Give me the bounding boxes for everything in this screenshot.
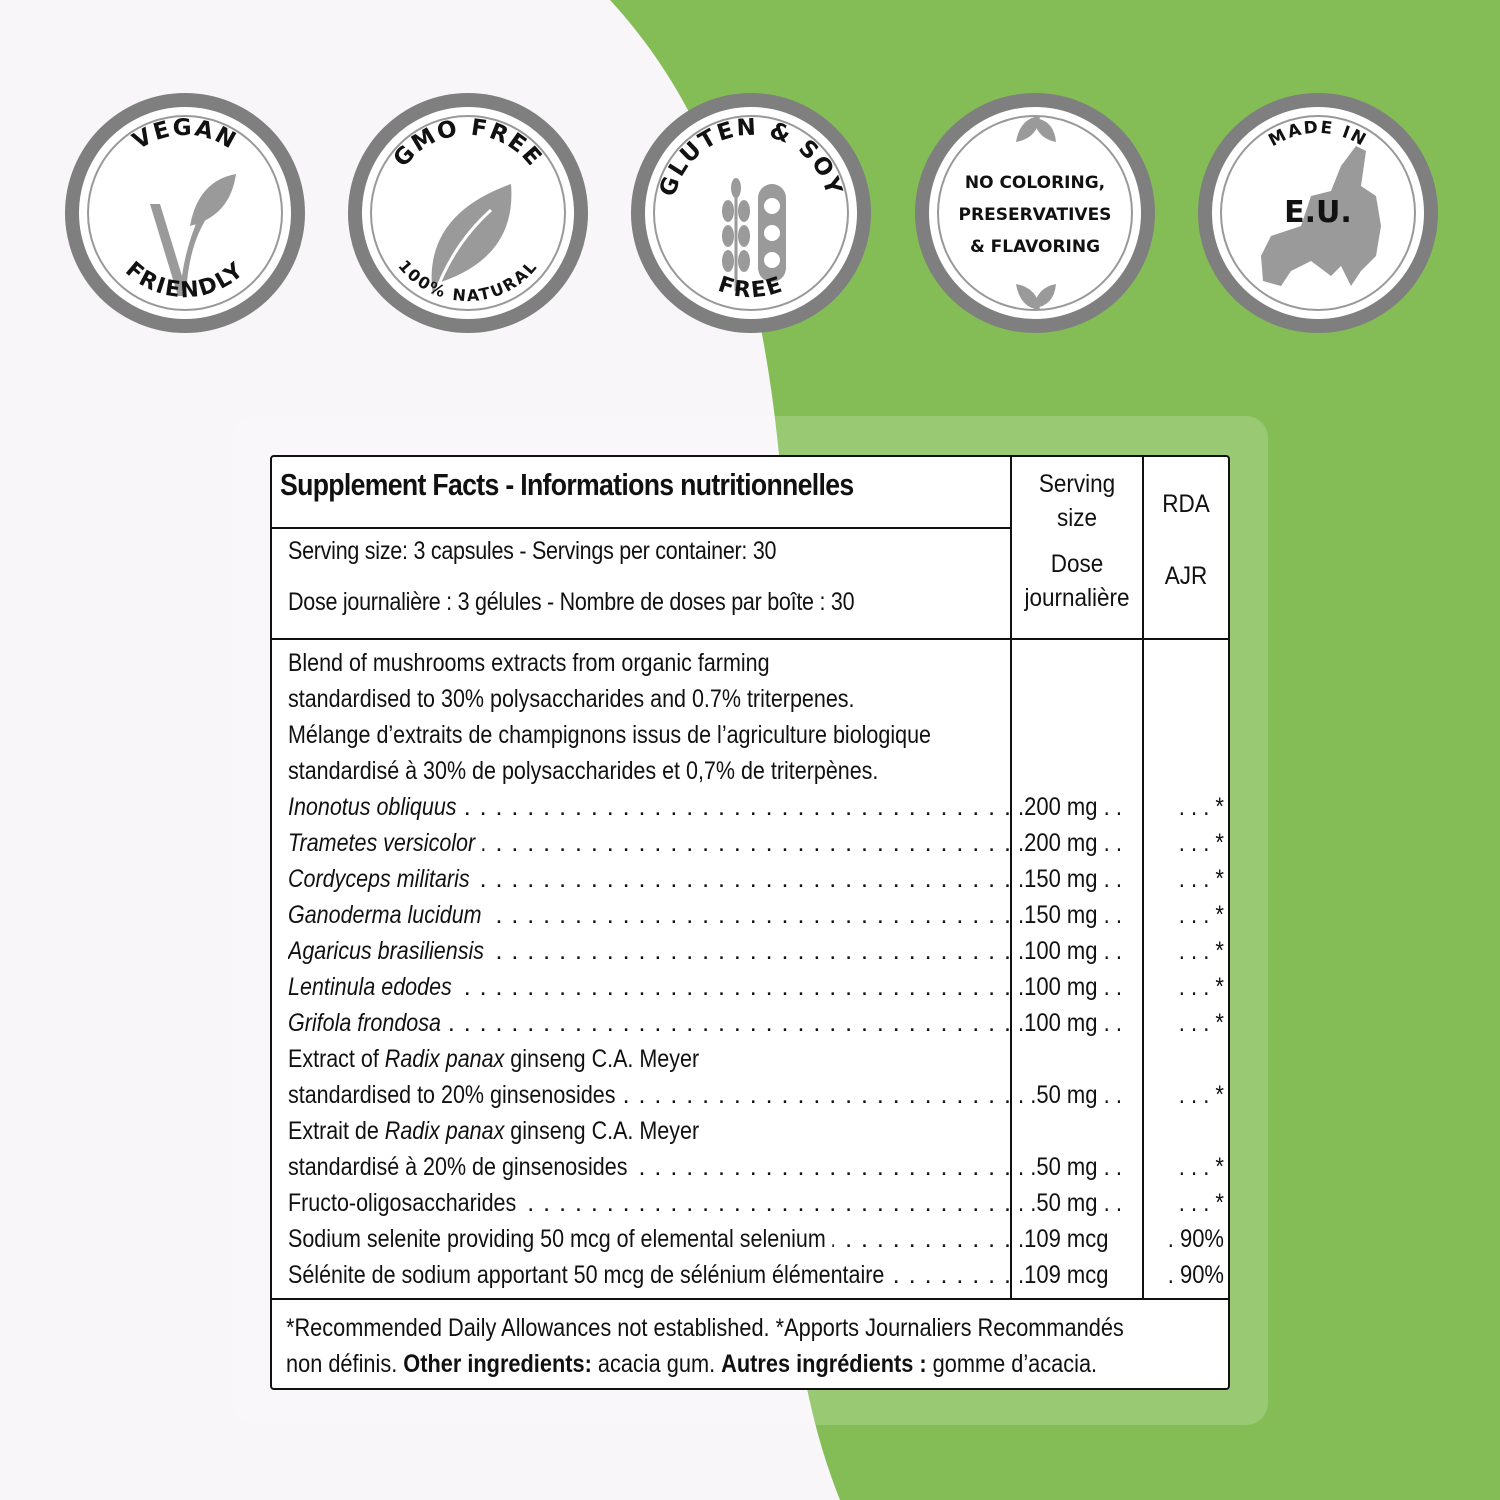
ingredient-rda: . . . * (1178, 829, 1224, 857)
ingredient-amount: .109 mcg (1018, 1225, 1109, 1253)
table-row (272, 1005, 1228, 1041)
ingredient-name: Blend of mushrooms extracts from organic farming (288, 645, 1012, 681)
ingredient-name: Extract of Radix panax ginseng C.A. Meyer (288, 1041, 1012, 1077)
ingredient-name: Lentinula edodes . . . (288, 969, 1012, 1005)
ingredient-rda: . 90% (1167, 1261, 1224, 1289)
ingredient-amount: . .50 mg . . (1018, 1153, 1122, 1181)
table-row (272, 1113, 1228, 1149)
svg-text:VEGAN: VEGAN (128, 114, 242, 156)
table-row (272, 969, 1228, 1005)
ingredient-rda: . . . * (1178, 901, 1224, 929)
ingredient-name: standardisé à 30% de polysaccharides et 0,7% de triterpènes. (288, 753, 1012, 789)
ingredient-name: Cordyceps militaris . . . (288, 861, 1012, 897)
ingredient-name: standardised to 30% polysaccharides and 0.7% triterpenes. (288, 681, 1012, 717)
ingredient-rda: . . . * (1178, 1081, 1224, 1109)
ingredient-name: standardised to 20% ginsenosides . . . (288, 1077, 1012, 1113)
ingredient-rda: . . . * (1178, 973, 1224, 1001)
ingredient-rda: . . . * (1178, 1189, 1224, 1217)
svg-text:GLUTEN & SOY: GLUTEN & SOY (654, 114, 848, 200)
ingredient-name: Extrait de Radix panax ginseng C.A. Meyer (288, 1113, 1012, 1149)
table-row (272, 861, 1228, 897)
svg-text:& FLAVORING: & FLAVORING (969, 237, 1101, 257)
col-serving-size: Serving size (1038, 470, 1116, 532)
ingredient-name: Sélénite de sodium apportant 50 mcg de sélénium élémentaire . . . (288, 1257, 1012, 1293)
svg-text:MADE IN: MADE IN (1265, 117, 1371, 152)
ingredient-amount: .150 mg . . (1018, 865, 1122, 893)
ingredient-rda: . . . * (1178, 793, 1224, 821)
table-row (272, 1041, 1228, 1077)
ingredient-name: Mélange d’extraits de champignons issus de l’agriculture biologique (288, 717, 1012, 753)
col-ajr: AJR (1164, 562, 1208, 590)
badge-3 (624, 86, 878, 340)
badge-1 (58, 86, 312, 340)
table-footer: *Recommended Daily Allowances not established. *Apports Journaliers Recommandés non définis. Other ingredients: acacia gum. Autres ingrédients : gomme d’acacia. (286, 1314, 1124, 1378)
badge-4 (908, 86, 1162, 340)
svg-text:NO COLORING,: NO COLORING, (964, 173, 1106, 193)
ingredient-amount: .109 mcg (1018, 1261, 1109, 1289)
ingredient-rda: . 90% (1167, 1225, 1224, 1253)
ingredient-name: Trametes versicolor . . . (288, 825, 1012, 861)
ingredient-rda: . . . * (1178, 937, 1224, 965)
table-row (272, 825, 1228, 861)
ingredient-name: Sodium selenite providing 50 mcg of elemental selenium . . . (288, 1221, 1012, 1257)
col-dose: Dose journalière (1024, 550, 1130, 612)
table-row (272, 1221, 1228, 1257)
ingredient-rda: . . . * (1178, 1153, 1224, 1181)
svg-text:FRIENDLY: FRIENDLY (120, 257, 250, 304)
table-row (272, 645, 1228, 681)
ingredient-amount: . .50 mg . . (1018, 1189, 1122, 1217)
ingredient-amount: . .50 mg . . (1018, 1081, 1122, 1109)
ingredient-name: Grifola frondosa . . . (288, 1005, 1012, 1041)
ingredient-amount: .200 mg . . (1018, 829, 1122, 857)
table-row (272, 933, 1228, 969)
ingredient-name: Agaricus brasiliensis . . . (288, 933, 1012, 969)
ingredient-amount: .100 mg . . (1018, 937, 1122, 965)
ingredient-rda: . . . * (1178, 865, 1224, 893)
table-row (272, 717, 1228, 753)
ingredient-amount: .150 mg . . (1018, 901, 1122, 929)
table-row (272, 1149, 1228, 1185)
ingredient-rda: . . . * (1178, 1009, 1224, 1037)
svg-text:FREE: FREE (715, 272, 787, 304)
svg-text:PRESERVATIVES: PRESERVATIVES (958, 205, 1112, 225)
table-row (272, 1185, 1228, 1221)
ingredient-amount: .100 mg . . (1018, 973, 1122, 1001)
table-row (272, 681, 1228, 717)
table-row (272, 1257, 1228, 1293)
serving-en: Serving size: 3 capsules - Servings per container: 30 (288, 537, 777, 565)
col-rda: RDA (1162, 490, 1210, 518)
table-row (272, 1077, 1228, 1113)
table-row (272, 897, 1228, 933)
supplement-facts-table (270, 455, 1230, 1390)
ingredient-name: Inonotus obliquus . . . (288, 789, 1012, 825)
svg-text:GMO FREE: GMO FREE (388, 114, 548, 173)
table-row (272, 753, 1228, 789)
table-row (272, 789, 1228, 825)
ingredient-name: standardisé à 20% de ginsenosides . . . (288, 1149, 1012, 1185)
ingredient-amount: .200 mg . . (1018, 793, 1122, 821)
ingredient-amount: .100 mg . . (1018, 1009, 1122, 1037)
svg-text:100% NATURAL: 100% NATURAL (394, 256, 542, 306)
serving-fr: Dose journalière : 3 gélules - Nombre de doses par boîte : 30 (288, 588, 855, 616)
ingredient-name: Fructo-oligosaccharides . . . (288, 1185, 1012, 1221)
svg-text:E.U.: E.U. (1284, 195, 1352, 230)
badge-2 (341, 86, 595, 340)
table-title: Supplement Facts - Informations nutritionnelles (280, 467, 854, 502)
badge-5 (1191, 86, 1445, 340)
ingredient-name: Ganoderma lucidum . . . (288, 897, 1012, 933)
